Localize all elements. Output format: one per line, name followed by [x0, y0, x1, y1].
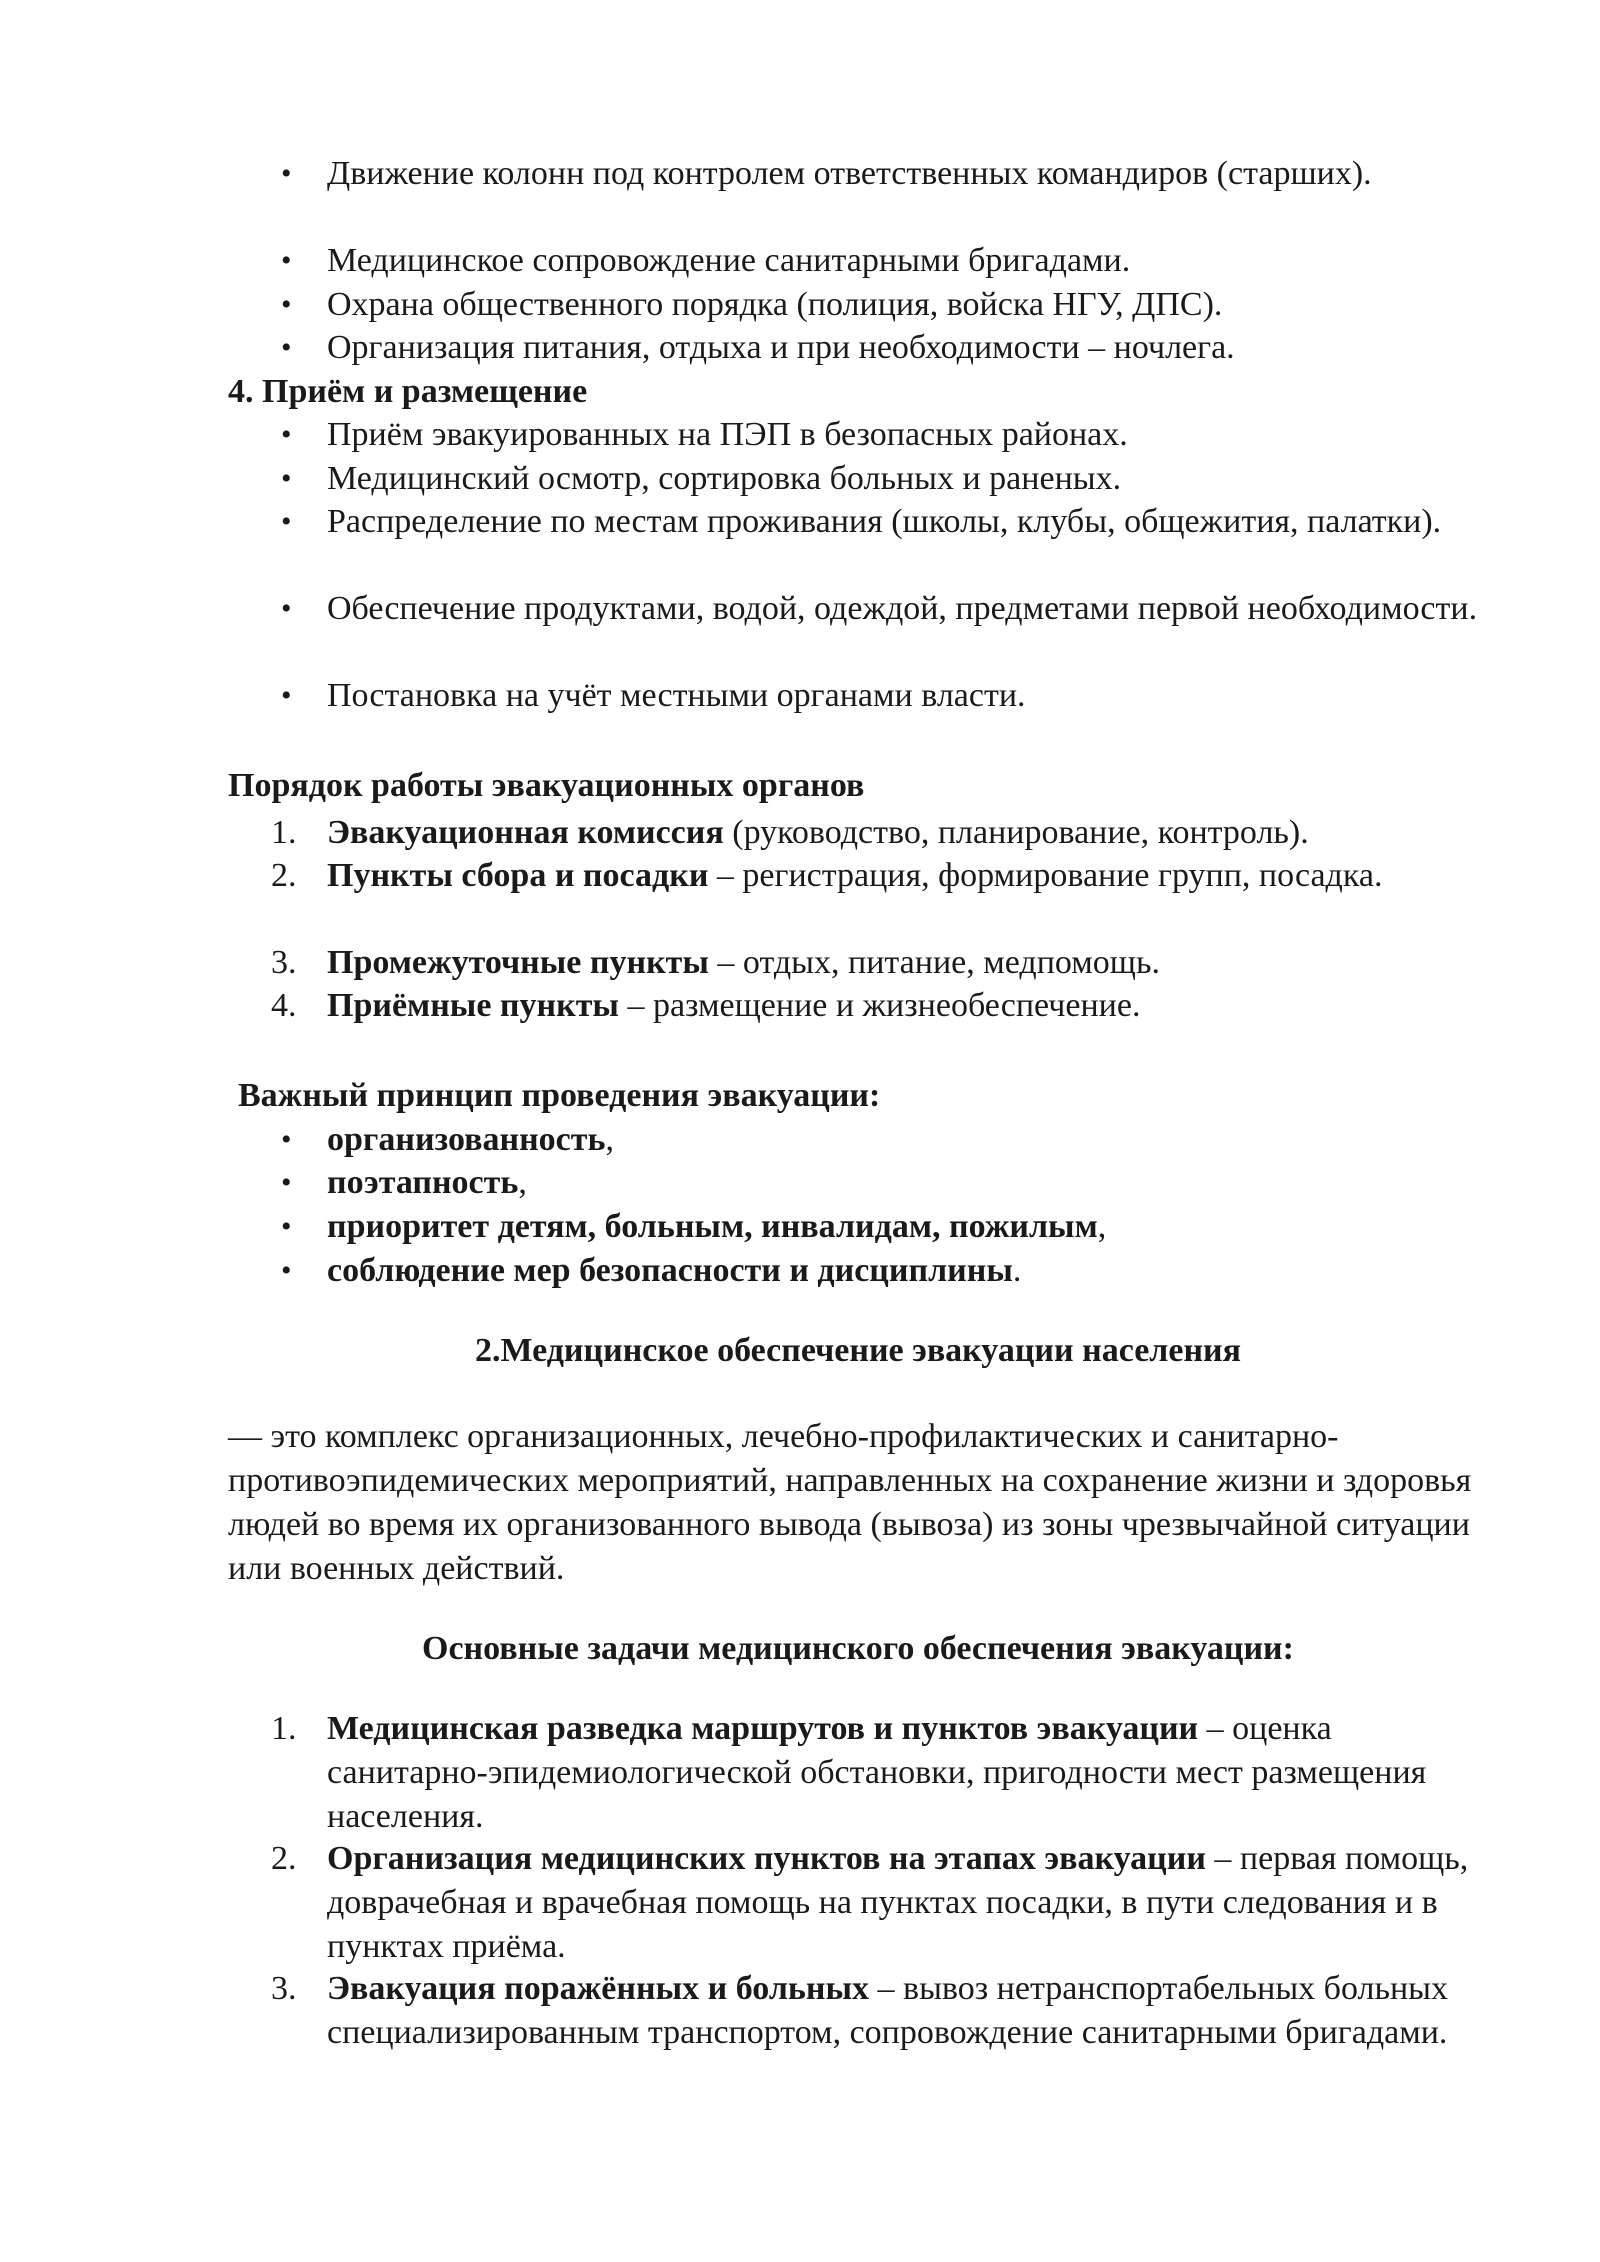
body-paragraph: — это комплекс организационных, лечебно-профилактических и санитарно-противоэпидемических мероприятий, направленных на сохранение жизни и здоровья людей во время их организованного вывода (вывоза) из зоны чрезвычайной ситуации или военных действий. — [228, 1418, 1472, 1587]
bullet-icon: • — [281, 288, 292, 321]
list-item: • Медицинское сопровождение санитарными бригадами. — [327, 239, 1487, 283]
list-item: • Охрана общественного порядка (полиция, войска НГУ, ДПС). — [327, 283, 1487, 327]
bullet-icon: • — [281, 1166, 292, 1199]
section-heading: Основные задачи медицинского обеспечения эвакуации: — [422, 1630, 1294, 1667]
bullet-icon: • — [281, 157, 292, 190]
bullet-icon: • — [281, 244, 292, 277]
list-item: • Движение колонн под контролем ответственных командиров (старших). — [327, 152, 1487, 196]
bullet-icon: • — [281, 331, 292, 364]
bullet-icon: • — [281, 1254, 292, 1287]
bullet-icon: • — [281, 1210, 292, 1243]
bullet-icon: • — [281, 505, 292, 538]
bullet-icon: • — [281, 462, 292, 495]
section-title: 2.Медицинское обеспечение эвакуации населения — [474, 1332, 1242, 1369]
list-item: • Медицинский осмотр, сортировка больных и раненых. — [327, 457, 1487, 501]
list-item: 2. Пункты сбора и посадки – регистрация, формирование групп, посадка. — [271, 857, 1383, 894]
bullet-icon: • — [281, 418, 292, 451]
list-item: 3. Эвакуация поражённых и больных – вывоз нетранспортабельных больных специализированным транспортом, сопровождение санитарными бригадами. — [271, 1970, 1449, 2051]
list-item: • Распределение по местам проживания (школы, клубы, общежития, палатки). — [327, 500, 1487, 544]
list-item: 1. Медицинская разведка маршрутов и пунктов эвакуации – оценка санитарно-эпидемиологической обстановки, пригодности мест размещения населения. — [271, 1710, 1427, 1835]
bullet-icon: • — [281, 592, 292, 625]
list-item: • соблюдение мер безопасности и дисциплины. — [327, 1249, 1487, 1293]
list-item: • Обеспечение продуктами, водой, одеждой, предметами первой необходимости. — [327, 587, 1487, 631]
section-heading: Порядок работы эвакуационных органов — [228, 767, 865, 804]
list-item: • организованность, — [327, 1118, 1487, 1162]
list-item: 2. Организация медицинских пунктов на этапах эвакуации – первая помощь, доврачебная и врачебная помощь на пунктах посадки, в пути следования и в пунктах приёма. — [271, 1840, 1469, 1965]
list-item: • поэтапность, — [327, 1161, 1487, 1205]
list-item: • Организация питания, отдыха и при необходимости – ночлега. — [327, 326, 1487, 370]
section-heading: Важный принцип проведения эвакуации: — [238, 1077, 881, 1114]
list-item: 4. Приёмные пункты – размещение и жизнеобеспечение. — [271, 987, 1141, 1024]
list-item: • Приём эвакуированных на ПЭП в безопасных районах. — [327, 413, 1487, 457]
list-item: • приоритет детям, больным, инвалидам, пожилым, — [327, 1205, 1487, 1249]
section-heading: 4. Приём и размещение — [228, 373, 588, 410]
list-item: 1. Эвакуационная комиссия (руководство, планирование, контроль). — [271, 814, 1309, 851]
bullet-icon: • — [281, 1123, 292, 1156]
bullet-icon: • — [281, 679, 292, 712]
list-item: 3. Промежуточные пункты – отдых, питание, медпомощь. — [271, 944, 1160, 981]
list-item: • Постановка на учёт местными органами власти. — [327, 674, 1487, 718]
